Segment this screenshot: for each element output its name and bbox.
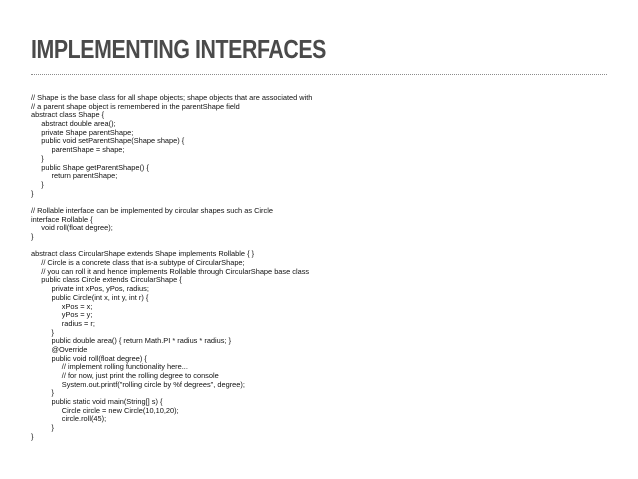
code-line: // a parent shape object is remembered in the parentShape field [31, 101, 240, 111]
code-line: } [31, 153, 44, 163]
code-line: return parentShape; [31, 171, 118, 181]
code-line: } [31, 431, 34, 441]
code-line: } [31, 179, 44, 189]
dotted-divider [31, 74, 607, 75]
code-line: Circle circle = new Circle(10,10,20); [31, 405, 179, 415]
code-line: private Shape parentShape; [31, 127, 134, 137]
code-line: } [31, 188, 34, 198]
code-line: } [31, 327, 55, 337]
code-line: // Rollable interface can be implemented by circular shapes such as Circle [31, 205, 273, 215]
code-line: public double area() { return Math.PI * radius * radius; } [31, 336, 232, 346]
code-line: // for now, just print the rolling degree to console [31, 371, 219, 380]
code-line: } [31, 423, 55, 433]
code-line: public class Circle extends CircularShape { [31, 275, 182, 285]
code-line: radius = r; [31, 318, 95, 328]
code-line: interface Rollable { [31, 214, 93, 224]
code-line: System.out.printf("rolling circle by %f degrees", degree); [31, 379, 245, 389]
code-line: public void setParentShape(Shape shape) { [31, 136, 185, 146]
code-line: abstract double area(); [31, 119, 116, 129]
code-line: abstract class Shape { [31, 110, 105, 120]
code-line: } [31, 232, 34, 241]
code-line: public Circle(int x, int y, int r) { [31, 292, 149, 302]
code-line: xPos = x; [31, 301, 93, 311]
code-line: // Shape is the base class for all shape objects; shape objects that are associated with [31, 93, 313, 102]
code-block [31, 94, 312, 442]
code-line: // implement rolling functionality here... [31, 362, 188, 372]
code-line: private int xPos, yPos, radius; [31, 284, 149, 294]
code-line: // you can roll it and hence implements Rollable through CircularShape base class [31, 266, 310, 276]
code-line: } [31, 388, 55, 398]
code-line: abstract class CircularShape extends Shape implements Rollable { } [31, 249, 255, 259]
code-line: public Shape getParentShape() { [31, 162, 149, 172]
code-line: yPos = y; [31, 310, 93, 320]
code-line: public void roll(float degree) { [31, 353, 147, 363]
code-line: void roll(float degree); [31, 223, 113, 233]
code-line: @Override [31, 344, 88, 354]
slide-title: IMPLEMENTING INTERFACES [31, 34, 326, 64]
code-line: public static void main(String[] s) { [31, 397, 163, 407]
code-line: circle.roll(45); [31, 414, 107, 424]
code-line: // Circle is a concrete class that is-a subtype of CircularShape; [31, 258, 245, 268]
code-line: parentShape = shape; [31, 145, 125, 155]
